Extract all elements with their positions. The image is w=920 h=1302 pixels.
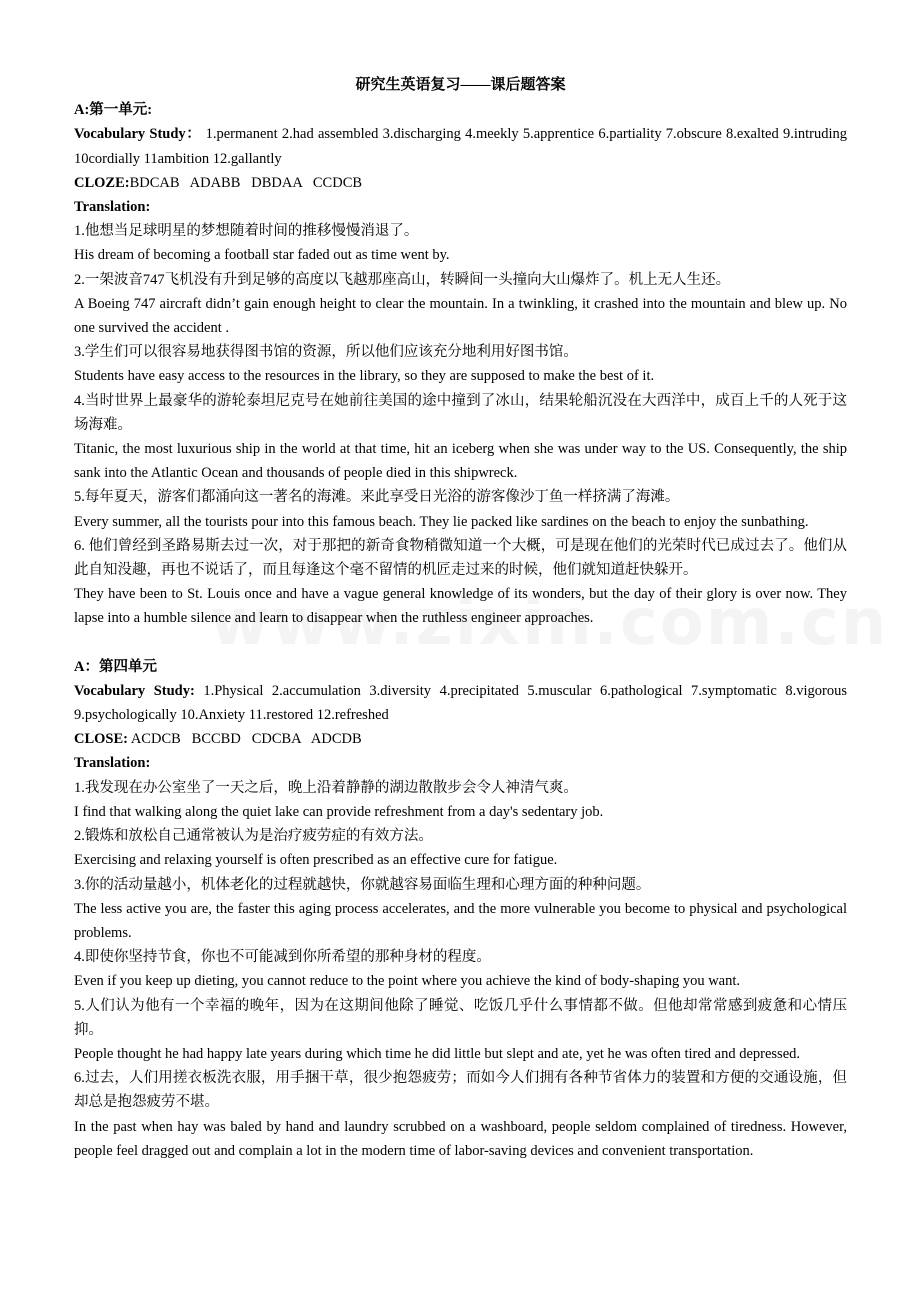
unit4-vocab-label: Vocabulary Study: — [74, 682, 195, 699]
unit1-cloze — [74, 171, 847, 195]
unit4-vocab-answers: 1.Physical 2.accumulation 3.diversity 4.precipitated 5.muscular 6.pathological 7.symptomatic 8.vigorous 9.psychologically 10.Anxiety 11.restored 12.refreshed — [74, 682, 848, 724]
unit4-item3-en: The less active you are, the faster this aging process accelerates, and the more vulnerable you become to physical and psychological problems. — [74, 900, 847, 941]
unit1-item5-zh: 5.每年夏天，游客们都涌向这一著名的海滩。来此享受日光浴的游客像沙丁鱼一样挤满了海滩。 — [74, 489, 680, 506]
unit1-item3-zh: 3.学生们可以很容易地获得图书馆的资源，所以他们应该充分地利用好图书馆。 — [74, 344, 578, 361]
unit1-item3-en: Students have easy access to the resources in the library, so they are supposed to make the best of it. — [74, 368, 655, 385]
unit1-cloze-label: CLOZE: — [74, 174, 130, 191]
unit1-vocabulary — [74, 122, 847, 170]
unit4-heading: A：第四单元 — [74, 658, 157, 675]
unit4-close-label: CLOSE: — [74, 731, 128, 748]
unit1-vocab-label: Vocabulary Study： — [74, 126, 202, 143]
unit4-item5-zh: 5.人们认为他有一个幸福的晚年，因为在这期间他除了睡觉、吃饭几乎什么事情都不做。但他却常常感到疲惫和心情压抑。 — [74, 997, 847, 1038]
unit4-close-answers: ACDCB BCCBD CDCBA ADCDB — [130, 731, 362, 748]
unit4-item2-en: Exercising and relaxing yourself is often prescribed as an effective cure for fatigue. — [74, 852, 558, 869]
unit4-item4-zh: 4.即使你坚持节食，你也不可能减到你所希望的那种身材的程度。 — [74, 949, 491, 966]
section-spacer — [74, 631, 847, 655]
unit1-item4-en: Titanic, the most luxurious ship in the world at that time, hit an iceberg when she was under way to the US. Consequently, the ship sank into the Atlantic Ocean and thousands of people died in this shipwreck. — [74, 441, 847, 482]
unit4-close — [74, 727, 847, 751]
unit4-item6-en: In the past when hay was baled by hand and laundry scrubbed on a washboard, people seldom complained of tiredness. However, people feel dragged out and complain a lot in the modern time of labor-saving devices and convenient transportation. — [74, 1118, 847, 1159]
unit4-vocabulary — [74, 679, 847, 727]
unit1-item6-en: They have been to St. Louis once and have a vague general knowledge of its wonders, but the day of their glory is over now. They lapse into a humble silence and learn to disappear when the ruthless engineer approaches. — [74, 586, 847, 627]
unit1-cloze-answers: BDCAB ADABB DBDAA CCDCB — [129, 174, 363, 191]
unit1-item1-en: His dream of becoming a football star faded out as time went by. — [74, 247, 450, 264]
unit4-item5-en: People thought he had happy late years during which time he did little but slept and ate, yet he was often tired and depressed. — [74, 1045, 801, 1062]
unit1-item6-zh: 6. 他们曾经到圣路易斯去过一次，对于那把的新奇食物稍微知道一个大概，可是现在他们的光荣时代已成过去了。他们从此自知没趣，再也不说话了，而且每逢这个毫不留情的机匠走过来的时候，他们就知道赶快躲开。 — [74, 537, 847, 579]
unit4-item1-zh: 1.我发现在办公室坐了一天之后，晚上沿着静静的湖边散散步会令人神清气爽。 — [74, 779, 578, 796]
unit4-item2-zh: 2.锻炼和放松自己通常被认为是治疗疲劳症的有效方法。 — [74, 828, 433, 845]
unit1-heading: A:第一单元: — [74, 102, 153, 119]
page-title: 研究生英语复习——课后题答案 — [355, 77, 566, 93]
unit4-item6-zh: 6.过去，人们用搓衣板洗衣服，用手捆干草，很少抱怨疲劳；而如今人们拥有各种节省体力的装置和方便的交通设施，但却总是抱怨疲劳不堪。 — [74, 1070, 847, 1111]
unit1-item2-en: A Boeing 747 aircraft didn’t gain enough height to clear the mountain. In a twinkling, it crashed into the mountain and blew up. No one survived the accident . — [74, 295, 847, 337]
unit1-vocab-answers: 1.permanent 2.had assembled 3.discharging 4.meekly 5.apprentice 6.partiality 7.obscure 8.exalted 9.intruding 10cordially 11ambition 12.gallantly — [74, 126, 847, 167]
unit4-item4-en: Even if you keep up dieting, you cannot reduce to the point where you achieve the kind of body-shaping you want. — [74, 973, 741, 990]
unit4-translation-label: Translation: — [74, 755, 151, 772]
unit1-item5-en: Every summer, all the tourists pour into this famous beach. They lie packed like sardines on the beach to enjoy the sunbathing. — [74, 513, 809, 530]
unit1-translation-label: Translation: — [74, 199, 151, 216]
unit1-item4-zh: 4.当时世界上最豪华的游轮泰坦尼克号在她前往美国的途中撞到了冰山，结果轮船沉没在大西洋中，成百上千的人死于这场海难。 — [74, 392, 847, 433]
document-page — [74, 73, 847, 1163]
unit1-item2-zh: 2.一架波音747飞机没有升到足够的高度以飞越那座高山，转瞬间一头撞向大山爆炸了。机上无人生还。 — [74, 271, 731, 288]
unit4-item1-en: I find that walking along the quiet lake can provide refreshment from a day's sedentary job. — [74, 803, 604, 820]
unit1-item1-zh: 1.他想当足球明星的梦想随着时间的推移慢慢消退了。 — [74, 223, 419, 240]
unit4-item3-zh: 3.你的活动量越小，机体老化的过程就越快，你就越容易面临生理和心理方面的种种问题。 — [74, 876, 651, 893]
